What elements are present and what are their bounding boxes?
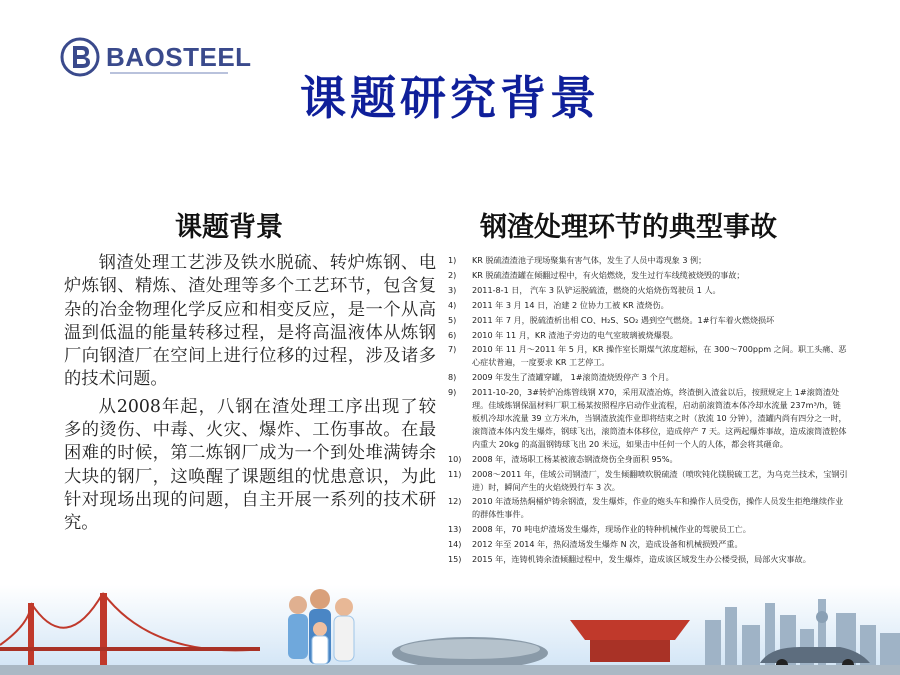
- left-heading: 课题背景: [175, 212, 283, 243]
- item-number: 4): [448, 299, 457, 310]
- list-item: [448, 299, 848, 312]
- item-text: 2010 年渣场热焖桶炉铸余钢渣，发生爆炸，作业的炮头车和操作人员受伤，操作人员发生拒绝继续作业的群体性事件。: [472, 496, 844, 520]
- item-text: KR 脱硫渣渣罐在倾翻过程中，有火焰燃烧，发生过行车线缆被烧毁的事故；: [472, 269, 745, 280]
- item-number: 15): [448, 554, 462, 565]
- item-number: 14): [448, 539, 462, 550]
- incident-list: [448, 254, 848, 568]
- family-icon: [288, 589, 354, 664]
- list-item: [448, 495, 848, 521]
- item-text: 2012 年至 2014 年，热闷渣场发生爆炸 N 次，造成设备和机械损毁严重。: [472, 539, 743, 550]
- item-number: 13): [448, 524, 462, 535]
- item-text: 2011-10-20，3#转炉冶炼管线钢 X70，采用双渣冶炼，终渣倒入渣盆以后，按照规定上 1#滚筒渣处理。佳域炼钢保温材料厂职工杨某按照程序启动作业流程，启动前滚筒渣本体冷却水流量 237m³/h，链板机冷却水流量 39 立方米/h，当钢渣放流作业即将结束之时（放流 10 分钟），渣罐内尚有四分之一时，滚筒渣本体内发生爆炸，钢球飞出，滚筒渣本体移位，造成停产 7 天。这两起爆炸事故，造成滚筒渣腔体内重大 20kg 的高温钢铸球飞出 20 米远，如果击中任何一个人的人体，都会将其砸命。: [472, 387, 847, 449]
- list-item: [448, 371, 848, 384]
- city-skyline-icon: [0, 585, 900, 675]
- item-number: 5): [448, 314, 457, 325]
- item-text: 2011 年 3 月 14 日，冶建 2 位协力工被 KR 渣烧伤。: [472, 299, 669, 310]
- item-number: 11): [448, 468, 462, 479]
- item-text: 2011 年 7 月，脱硫渣析出相 CO、H₂S、SO₂ 遇到空气燃烧。1#行车着火燃烧损坏: [472, 314, 775, 325]
- list-item: [448, 269, 848, 282]
- list-item: [448, 343, 848, 369]
- slide-title: 课题研究背景: [300, 71, 600, 125]
- list-item: [448, 538, 848, 551]
- item-text: 2008 年，渣场职工杨某被液态钢渣烧伤全身面积 95%。: [472, 453, 678, 464]
- paragraph: 从2008年起，八钢在渣处理工序出现了较多的烫伤、中毒、火灾、爆炸、工伤事故。在最困难的时候，第二炼钢厂成为一个到处堆满铸余大块的钢厂，这唤醒了课题组的忧患意识，为此针对现场出现的问题，自主开展一系列的技术研究。: [64, 396, 436, 534]
- item-number: 6): [448, 329, 457, 340]
- list-item: [448, 523, 848, 536]
- item-number: 3): [448, 284, 457, 295]
- item-text: 2008 年，70 吨电炉渣场发生爆炸，现场作业的特种机械作业的驾驶员工亡。: [472, 524, 751, 535]
- item-number: 2): [448, 269, 457, 280]
- item-number: 10): [448, 453, 462, 464]
- logo-text: BAOSTEEL: [106, 41, 252, 72]
- item-text: 2015 年，连铸机铸余渣倾翻过程中，发生爆炸，造成该区域发生办公楼受损，局部火灾事故。: [472, 554, 811, 565]
- item-number: 8): [448, 372, 457, 383]
- item-number: 1): [448, 255, 457, 265]
- list-item: [448, 386, 848, 451]
- item-text: 2009 年发生了渣罐穿罐， 1#滚筒渣烧毁停产 3 个月。: [472, 372, 674, 383]
- list-item: [448, 284, 848, 297]
- list-item: [448, 453, 848, 466]
- item-text: KR 脱硫渣渣池子现场聚集有害气体，发生了人员中毒现象 3 例；: [472, 255, 707, 265]
- item-text: 2008～2011 年，佳域公司钢渣厂，发生倾翻喷吹脱硫渣（喷吹钝化镁脱硫工艺，为乌克兰技术，宝钢引进）时，瞬间产生的火焰烧毁行车 3 次。: [472, 468, 848, 492]
- list-item: [448, 314, 848, 327]
- background-text: [64, 252, 436, 536]
- right-heading: 钢渣处理环节的典型事故: [480, 212, 777, 243]
- item-text: 2010 年 11 月，KR 渣池子旁边的电气室玻璃被烧爆裂。: [472, 329, 678, 340]
- list-item: [448, 254, 848, 267]
- item-text: 2011-8-1 日， 汽车 3 队铲运脱硫渣，燃烧的火焰烧伤驾驶员 1 人。: [472, 284, 721, 295]
- list-item: [448, 329, 848, 342]
- item-number: 9): [448, 387, 457, 398]
- item-number: 12): [448, 496, 462, 507]
- item-number: 7): [448, 344, 457, 355]
- item-text: 2010 年 11 月～2011 年 5 月，KR 操作室长期煤气浓度超标，在 300～700ppm 之间。职工头痛、恶心症状普遍，一度要求 KR 工艺停工。: [472, 344, 847, 368]
- list-item: [448, 468, 848, 494]
- list-item: [448, 553, 848, 566]
- paragraph: 钢渣处理工艺涉及铁水脱硫、转炉炼钢、电炉炼钢、精炼、渣处理等多个工艺环节，包含复杂的冶金物理化学反应和相变反应，是一个从高温到低温的能量转移过程，是将高温液体从炼钢厂向钢渣厂在空间上进行位移的过程，涉及诸多的技术问题。: [64, 253, 436, 390]
